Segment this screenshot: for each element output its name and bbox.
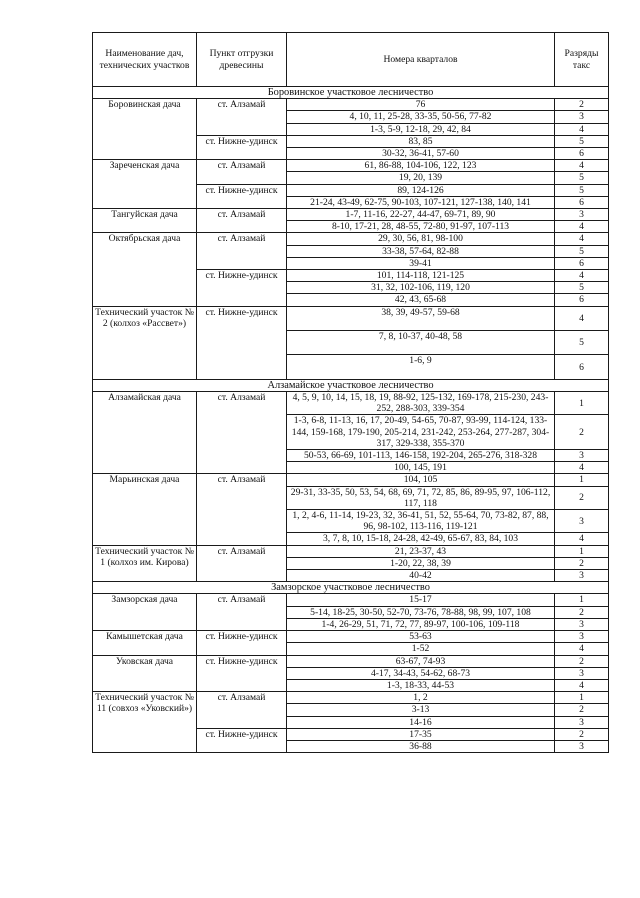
tax-grade-cell: 3 [555, 631, 609, 643]
block-numbers-cell: 4-17, 34-43, 54-62, 68-73 [287, 667, 555, 679]
tax-grade-cell: 1 [555, 594, 609, 606]
section-title: Замзорское участковое лесничество [93, 582, 609, 594]
tax-grade-cell: 6 [555, 355, 609, 379]
tax-grade-cell: 1 [555, 692, 609, 704]
block-numbers-cell: 38, 39, 49-57, 59-68 [287, 306, 555, 330]
shipping-point-cell: ст. Нижне-удинск [197, 306, 287, 379]
table-row [93, 594, 609, 606]
shipping-point-cell: ст. Алзамай [197, 545, 287, 582]
table-header-row [93, 33, 609, 87]
tax-grade-cell: 2 [555, 557, 609, 569]
area-name-cell: Камышетская дача [93, 631, 197, 655]
block-numbers-cell: 31, 32, 102-106, 119, 120 [287, 282, 555, 294]
shipping-point-cell: ст. Нижне-удинск [197, 184, 287, 208]
table-row [93, 631, 609, 643]
tax-grade-cell: 4 [555, 462, 609, 474]
block-numbers-cell: 1-6, 9 [287, 355, 555, 379]
tax-grade-cell: 2 [555, 99, 609, 111]
table-row [93, 692, 609, 704]
block-numbers-cell: 17-35 [287, 728, 555, 740]
tax-grade-cell: 2 [555, 606, 609, 618]
block-numbers-cell: 39-41 [287, 257, 555, 269]
header-area-name: Наименование дач, технических участков [93, 33, 197, 87]
block-numbers-cell: 76 [287, 99, 555, 111]
area-name-cell: Уковская дача [93, 655, 197, 692]
tax-grade-cell: 6 [555, 196, 609, 208]
tax-grade-cell: 2 [555, 704, 609, 716]
forest-tax-table [92, 32, 609, 753]
area-name-cell: Технический участок № 2 (колхоз «Рассвет») [93, 306, 197, 379]
area-name-cell: Алзамайская дача [93, 392, 197, 474]
shipping-point-cell: ст. Нижне-удинск [197, 655, 287, 692]
shipping-point-cell: ст. Нижне-удинск [197, 631, 287, 655]
block-numbers-cell: 21, 23-37, 43 [287, 545, 555, 557]
header-tax-grade: Разряды такс [555, 33, 609, 87]
header-shipping-point: Пункт отгрузки древесины [197, 33, 287, 87]
shipping-point-cell: ст. Алзамай [197, 160, 287, 184]
block-numbers-cell: 3-13 [287, 704, 555, 716]
block-numbers-cell: 1, 2 [287, 692, 555, 704]
table-row [93, 233, 609, 245]
block-numbers-cell: 7, 8, 10-37, 40-48, 58 [287, 331, 555, 355]
tax-grade-cell: 2 [555, 655, 609, 667]
shipping-point-cell: ст. Алзамай [197, 594, 287, 631]
block-numbers-cell: 63-67, 74-93 [287, 655, 555, 667]
section-title: Алзамайское участковое лесничество [93, 379, 609, 391]
shipping-point-cell: ст. Алзамай [197, 209, 287, 233]
tax-grade-cell: 1 [555, 392, 609, 415]
table-row [93, 209, 609, 221]
shipping-point-cell: ст. Алзамай [197, 474, 287, 545]
area-name-cell: Марьинская дача [93, 474, 197, 545]
tax-grade-cell: 3 [555, 667, 609, 679]
block-numbers-cell: 19, 20, 139 [287, 172, 555, 184]
section-row [93, 87, 609, 99]
tax-grade-cell: 1 [555, 545, 609, 557]
tax-grade-cell: 3 [555, 510, 609, 533]
area-name-cell: Боровинская дача [93, 99, 197, 160]
block-numbers-cell: 61, 86-88, 104-106, 122, 123 [287, 160, 555, 172]
block-numbers-cell: 14-16 [287, 716, 555, 728]
table-row [93, 474, 609, 486]
area-name-cell: Тангуйская дача [93, 209, 197, 233]
shipping-point-cell: ст. Алзамай [197, 392, 287, 474]
tax-grade-cell: 3 [555, 450, 609, 462]
tax-grade-cell: 3 [555, 740, 609, 752]
area-name-cell: Технический участок № 11 (совхоз «Уковский») [93, 692, 197, 753]
tax-grade-cell: 4 [555, 270, 609, 282]
area-name-cell: Октябрьская дача [93, 233, 197, 306]
tax-grade-cell: 2 [555, 415, 609, 450]
tax-grade-cell: 4 [555, 233, 609, 245]
block-numbers-cell: 29, 30, 56, 81, 98-100 [287, 233, 555, 245]
block-numbers-cell: 1-3, 18-33, 44-53 [287, 679, 555, 691]
block-numbers-cell: 3, 7, 8, 10, 15-18, 24-28, 42-49, 65-67, 83, 84, 103 [287, 533, 555, 545]
tax-grade-cell: 4 [555, 643, 609, 655]
area-name-cell: Замзорская дача [93, 594, 197, 631]
block-numbers-cell: 89, 124-126 [287, 184, 555, 196]
block-numbers-cell: 33-38, 57-64, 82-88 [287, 245, 555, 257]
block-numbers-cell: 53-63 [287, 631, 555, 643]
tax-grade-cell: 5 [555, 135, 609, 147]
shipping-point-cell: ст. Нижне-удинск [197, 270, 287, 307]
tax-grade-cell: 5 [555, 331, 609, 355]
block-numbers-cell: 100, 145, 191 [287, 462, 555, 474]
tax-grade-cell: 4 [555, 306, 609, 330]
tax-grade-cell: 4 [555, 123, 609, 135]
block-numbers-cell: 1-3, 5-9, 12-18, 29, 42, 84 [287, 123, 555, 135]
block-numbers-cell: 104, 105 [287, 474, 555, 486]
table-row [93, 160, 609, 172]
block-numbers-cell: 101, 114-118, 121-125 [287, 270, 555, 282]
block-numbers-cell: 30-32, 36-41, 57-60 [287, 148, 555, 160]
block-numbers-cell: 42, 43, 65-68 [287, 294, 555, 306]
tax-grade-cell: 6 [555, 148, 609, 160]
shipping-point-cell: ст. Нижне-удинск [197, 135, 287, 159]
tax-grade-cell: 3 [555, 209, 609, 221]
block-numbers-cell: 4, 5, 9, 10, 14, 15, 18, 19, 88-92, 125-132, 169-178, 215-230, 243-252, 288-303, 339-354 [287, 392, 555, 415]
block-numbers-cell: 1-7, 11-16, 22-27, 44-47, 69-71, 89, 90 [287, 209, 555, 221]
tax-grade-cell: 2 [555, 486, 609, 509]
tax-grade-cell: 5 [555, 184, 609, 196]
tax-grade-cell: 6 [555, 257, 609, 269]
tax-grade-cell: 4 [555, 160, 609, 172]
block-numbers-cell: 15-17 [287, 594, 555, 606]
tax-grade-cell: 5 [555, 172, 609, 184]
header-block-numbers: Номера кварталов [287, 33, 555, 87]
tax-grade-cell: 2 [555, 728, 609, 740]
area-name-cell: Зареченская дача [93, 160, 197, 209]
tax-grade-cell: 3 [555, 111, 609, 123]
shipping-point-cell: ст. Алзамай [197, 233, 287, 270]
block-numbers-cell: 8-10, 17-21, 28, 48-55, 72-80, 91-97, 107-113 [287, 221, 555, 233]
tax-grade-cell: 1 [555, 474, 609, 486]
block-numbers-cell: 4, 10, 11, 25-28, 33-35, 50-56, 77-82 [287, 111, 555, 123]
tax-grade-cell: 5 [555, 245, 609, 257]
block-numbers-cell: 5-14, 18-25, 30-50, 52-70, 73-76, 78-88, 98, 99, 107, 108 [287, 606, 555, 618]
block-numbers-cell: 1, 2, 4-6, 11-14, 19-23, 32, 36-41, 51, 52, 55-64, 70, 73-82, 87, 88, 96, 98-102, 113-116, 119-121 [287, 510, 555, 533]
table-row [93, 545, 609, 557]
table-row [93, 306, 609, 330]
shipping-point-cell: ст. Алзамай [197, 99, 287, 136]
block-numbers-cell: 21-24, 43-49, 62-75, 90-103, 107-121, 127-138, 140, 141 [287, 196, 555, 208]
table-row [93, 99, 609, 111]
area-name-cell: Технический участок № 1 (колхоз им. Кирова) [93, 545, 197, 582]
shipping-point-cell: ст. Алзамай [197, 692, 287, 729]
tax-grade-cell: 6 [555, 294, 609, 306]
block-numbers-cell: 36-88 [287, 740, 555, 752]
block-numbers-cell: 1-4, 26-29, 51, 71, 72, 77, 89-97, 100-106, 109-118 [287, 618, 555, 630]
block-numbers-cell: 29-31, 33-35, 50, 53, 54, 68, 69, 71, 72, 85, 86, 89-95, 97, 106-112, 117, 118 [287, 486, 555, 509]
section-title: Боровинское участковое лесничество [93, 87, 609, 99]
block-numbers-cell: 83, 85 [287, 135, 555, 147]
tax-grade-cell: 3 [555, 570, 609, 582]
tax-grade-cell: 4 [555, 221, 609, 233]
table-row [93, 655, 609, 667]
tax-grade-cell: 4 [555, 533, 609, 545]
tax-grade-cell: 5 [555, 282, 609, 294]
shipping-point-cell: ст. Нижне-удинск [197, 728, 287, 752]
tax-grade-cell: 3 [555, 618, 609, 630]
block-numbers-cell: 40-42 [287, 570, 555, 582]
table-row [93, 392, 609, 415]
section-row [93, 379, 609, 391]
tax-grade-cell: 4 [555, 679, 609, 691]
block-numbers-cell: 1-3, 6-8, 11-13, 16, 17, 20-49, 54-65, 70-87, 93-99, 114-124, 133-144, 159-168, 179-190, 205-214, 231-242, 253-264, 277-287, 304-317, 329-338, 355-370 [287, 415, 555, 450]
section-row [93, 582, 609, 594]
block-numbers-cell: 50-53, 66-69, 101-113, 146-158, 192-204, 265-276, 318-328 [287, 450, 555, 462]
tax-grade-cell: 3 [555, 716, 609, 728]
block-numbers-cell: 1-52 [287, 643, 555, 655]
block-numbers-cell: 1-20, 22, 38, 39 [287, 557, 555, 569]
